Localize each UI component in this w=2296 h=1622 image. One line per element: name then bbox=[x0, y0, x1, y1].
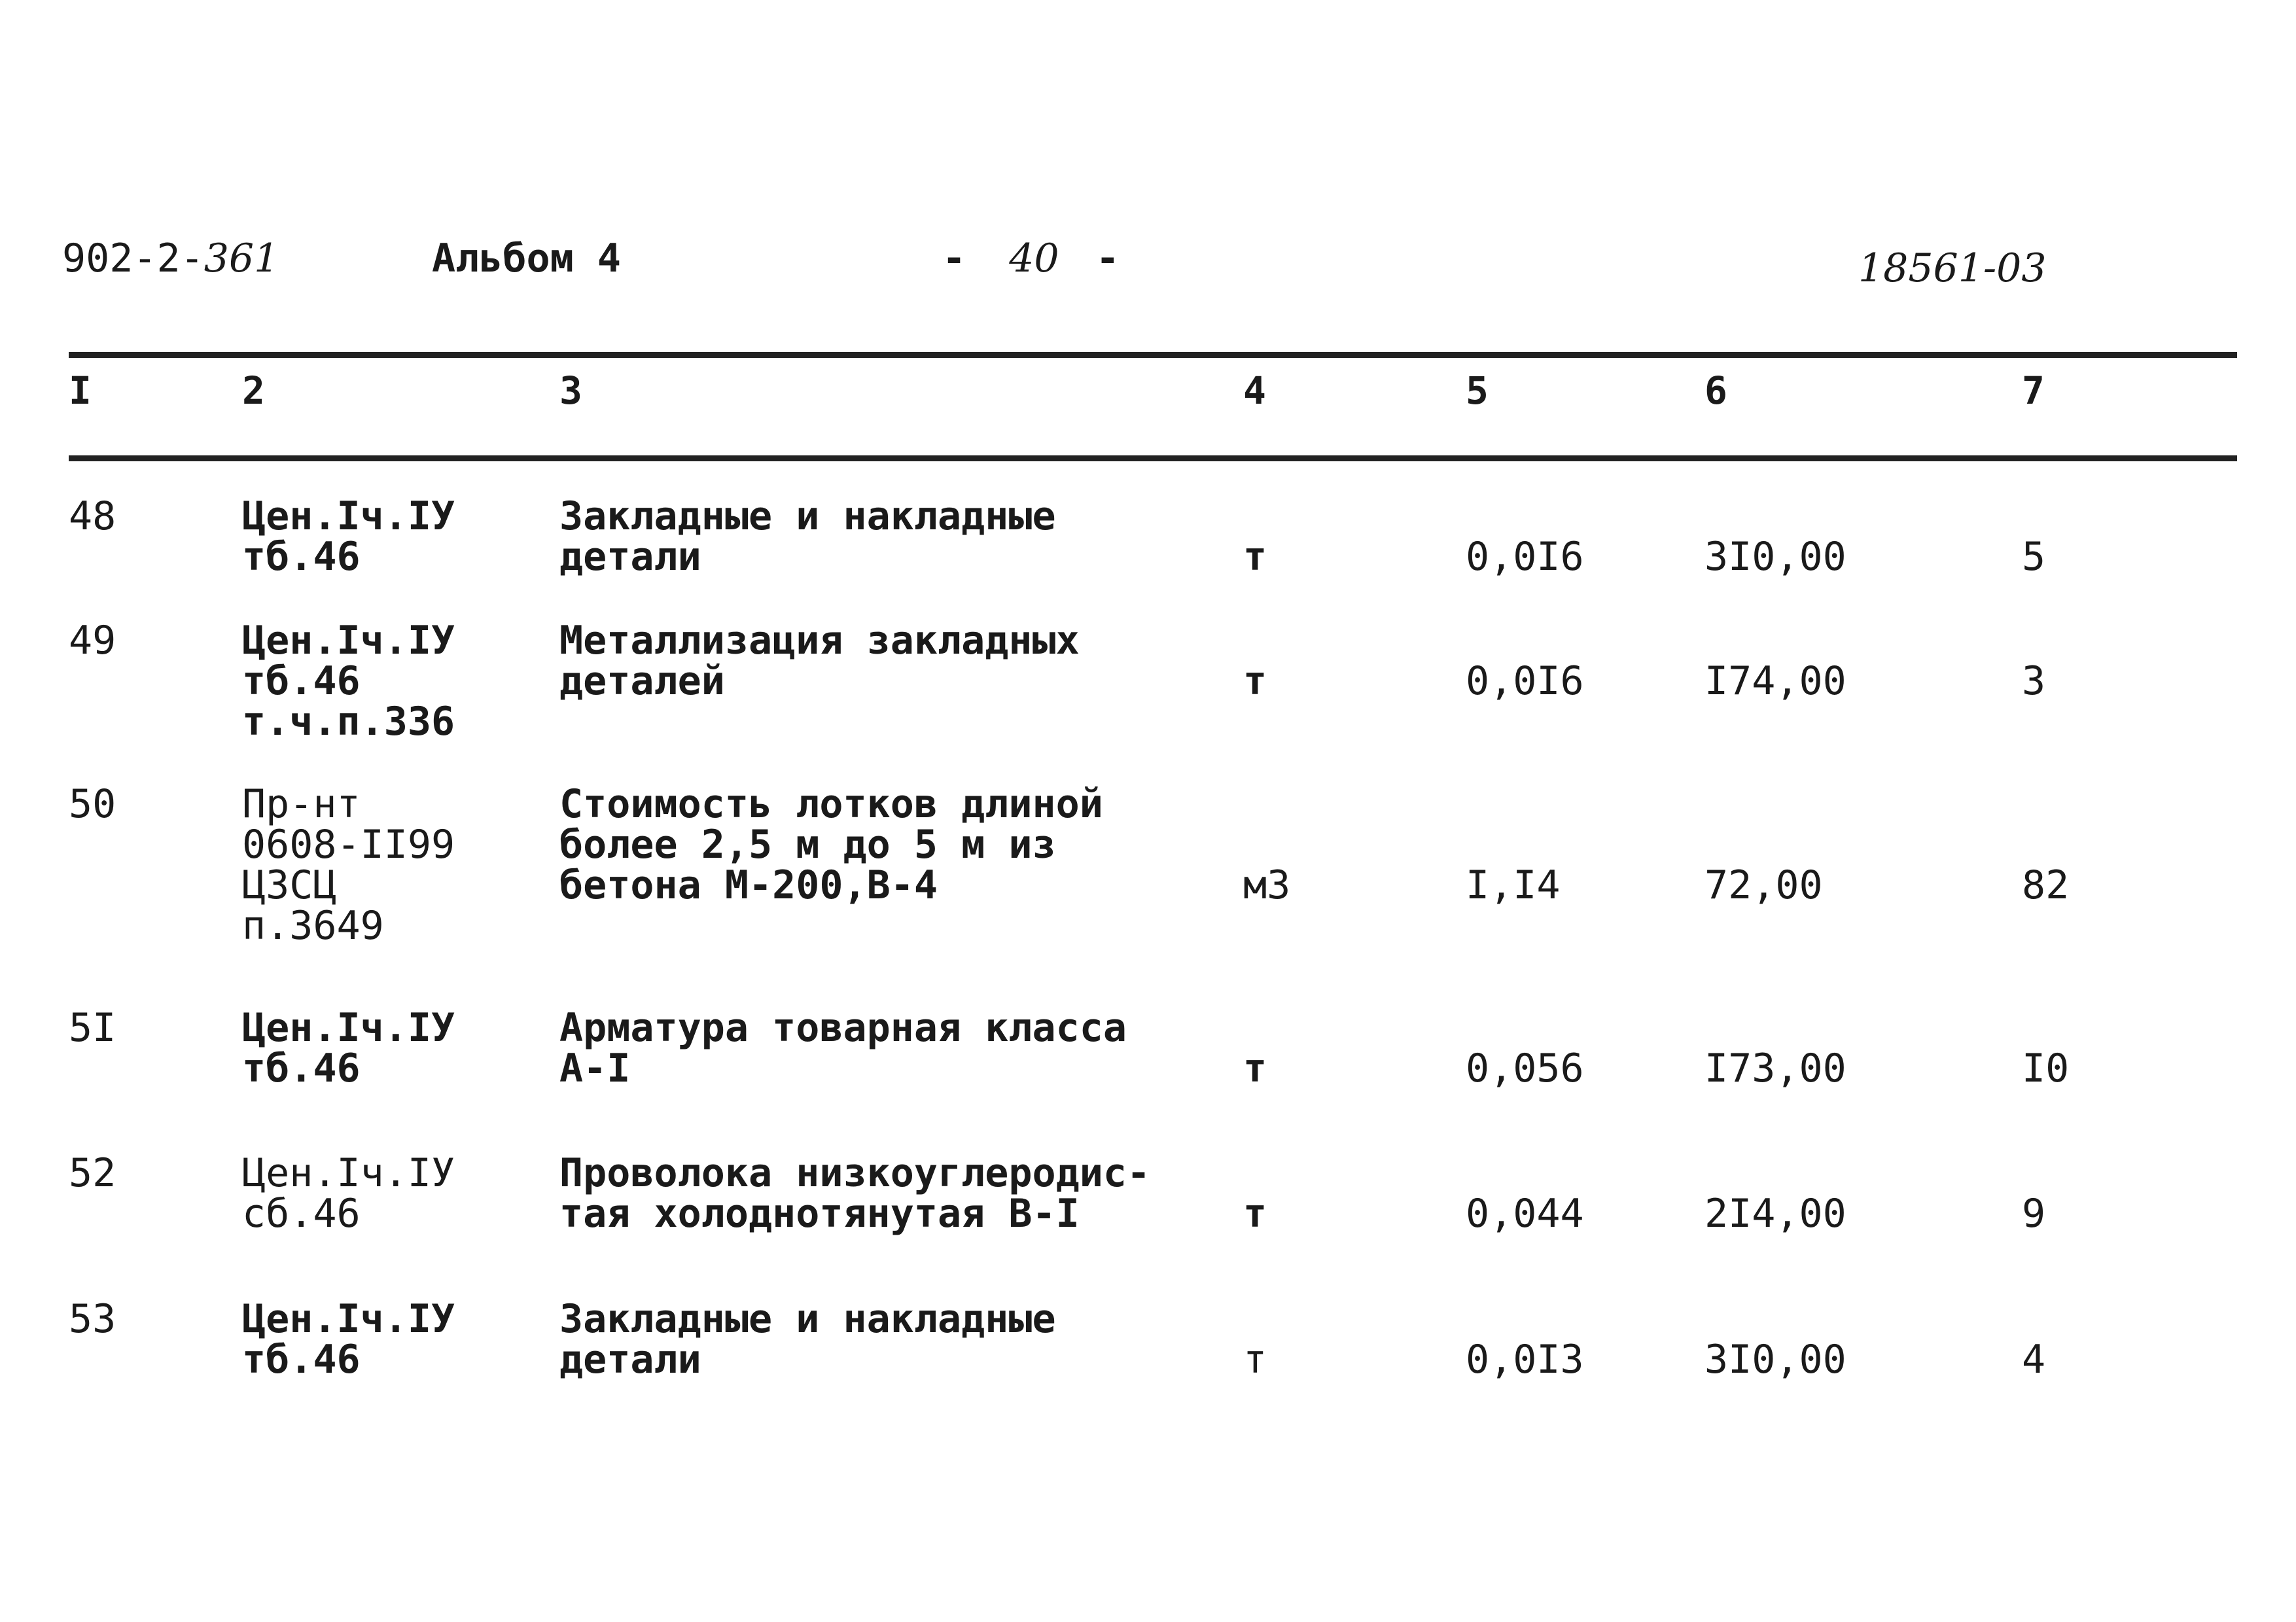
source-line: Цен.Iч.IУ bbox=[242, 1150, 455, 1196]
doc-code-handwritten: 361 bbox=[203, 236, 279, 281]
quantity: 0,0I3 bbox=[1466, 1337, 1584, 1383]
quantity: I,I4 bbox=[1466, 862, 1561, 908]
column-number-4: 4 bbox=[1243, 368, 1266, 413]
source-line: Цен.Iч.IУ bbox=[242, 493, 455, 539]
item-name-line: детали bbox=[559, 534, 701, 580]
total-cost: 3 bbox=[2022, 658, 2046, 704]
column-number-2: 2 bbox=[242, 368, 265, 413]
item-name bbox=[559, 781, 1103, 908]
page-dash-left: - bbox=[942, 236, 966, 281]
source-line: т.ч.п.336 bbox=[242, 699, 455, 745]
header-rule bbox=[69, 455, 2237, 461]
unit-price: 3I0,00 bbox=[1704, 534, 1846, 580]
quantity: 0,0I6 bbox=[1466, 658, 1584, 704]
row-number: 5I bbox=[69, 1005, 116, 1051]
row-number: 53 bbox=[69, 1296, 116, 1342]
total-cost: 9 bbox=[2022, 1191, 2046, 1237]
source-reference bbox=[242, 1296, 455, 1383]
item-name-line: Стоимость лотков длиной bbox=[559, 781, 1103, 827]
source-line: Цен.Iч.IУ bbox=[242, 618, 455, 663]
source-reference bbox=[242, 618, 455, 745]
unit: т bbox=[1243, 1191, 1267, 1237]
total-cost: 5 bbox=[2022, 534, 2046, 580]
item-name-line: Арматура товарная класса bbox=[559, 1005, 1127, 1051]
item-name bbox=[559, 1150, 1151, 1237]
source-line: сб.46 bbox=[242, 1191, 361, 1237]
item-name-line: Закладные и накладные bbox=[559, 493, 1056, 539]
source-line: тб.46 bbox=[242, 534, 361, 580]
item-name-line: детали bbox=[559, 1337, 701, 1383]
source-line: ЦЗСЦ bbox=[242, 862, 337, 908]
page-number-value: 40 bbox=[1009, 236, 1059, 281]
column-number-6: 6 bbox=[1704, 368, 1727, 413]
item-name-line: бетона М-200,В-4 bbox=[559, 862, 938, 908]
unit: т bbox=[1243, 534, 1267, 580]
item-name bbox=[559, 1005, 1127, 1091]
item-name-line: Проволока низкоуглеродис- bbox=[559, 1150, 1151, 1196]
source-line: тб.46 bbox=[242, 1046, 361, 1091]
source-line: тб.46 bbox=[242, 1337, 361, 1383]
quantity: 0,056 bbox=[1466, 1046, 1584, 1091]
total-cost: 4 bbox=[2022, 1337, 2046, 1383]
album-label: Альбом 4 bbox=[432, 236, 621, 281]
archive-number: 18561-03 bbox=[1858, 245, 2047, 291]
quantity: 0,0I6 bbox=[1466, 534, 1584, 580]
column-number-7: 7 bbox=[2022, 368, 2045, 413]
unit-price: 72,00 bbox=[1704, 862, 1823, 908]
row-number: 48 bbox=[69, 493, 116, 539]
column-number-5: 5 bbox=[1466, 368, 1489, 413]
item-name-line: А-I bbox=[559, 1046, 631, 1091]
doc-code bbox=[62, 236, 279, 281]
unit: т bbox=[1243, 658, 1267, 704]
item-name-line: деталей bbox=[559, 658, 725, 704]
source-line: п.3649 bbox=[242, 903, 384, 949]
unit: т bbox=[1243, 1046, 1267, 1091]
unit-price: 3I0,00 bbox=[1704, 1337, 1846, 1383]
page-number bbox=[942, 236, 1120, 281]
unit-price: 2I4,00 bbox=[1704, 1191, 1846, 1237]
source-line: Пр-нт bbox=[242, 781, 361, 827]
row-number: 50 bbox=[69, 781, 116, 827]
item-name-line: тая холоднотянутая В-I bbox=[559, 1191, 1080, 1237]
row-number: 52 bbox=[69, 1150, 116, 1196]
source-line: тб.46 bbox=[242, 658, 361, 704]
source-reference bbox=[242, 493, 455, 580]
unit-price: I73,00 bbox=[1704, 1046, 1846, 1091]
item-name bbox=[559, 618, 1080, 704]
column-number-1: I bbox=[69, 368, 92, 413]
total-cost: 82 bbox=[2022, 862, 2070, 908]
column-number-3: 3 bbox=[559, 368, 582, 413]
unit: м3 bbox=[1243, 862, 1291, 908]
unit-price: I74,00 bbox=[1704, 658, 1846, 704]
item-name-line: Металлизация закладных bbox=[559, 618, 1080, 663]
source-reference bbox=[242, 1150, 455, 1237]
source-reference bbox=[242, 781, 455, 949]
item-name-line: более 2,5 м до 5 м из bbox=[559, 822, 1056, 868]
source-line: 0608-II99 bbox=[242, 822, 455, 868]
source-line: Цен.Iч.IУ bbox=[242, 1005, 455, 1051]
item-name bbox=[559, 1296, 1056, 1383]
source-reference bbox=[242, 1005, 455, 1091]
source-line: Цен.Iч.IУ bbox=[242, 1296, 455, 1342]
page-dash-right: - bbox=[1095, 236, 1120, 281]
total-cost: I0 bbox=[2022, 1046, 2070, 1091]
row-number: 49 bbox=[69, 618, 116, 663]
item-name-line: Закладные и накладные bbox=[559, 1296, 1056, 1342]
top-rule bbox=[69, 352, 2237, 358]
doc-code-printed: 902-2- bbox=[62, 236, 204, 281]
item-name bbox=[559, 493, 1056, 580]
quantity: 0,044 bbox=[1466, 1191, 1584, 1237]
unit: т bbox=[1243, 1337, 1267, 1383]
